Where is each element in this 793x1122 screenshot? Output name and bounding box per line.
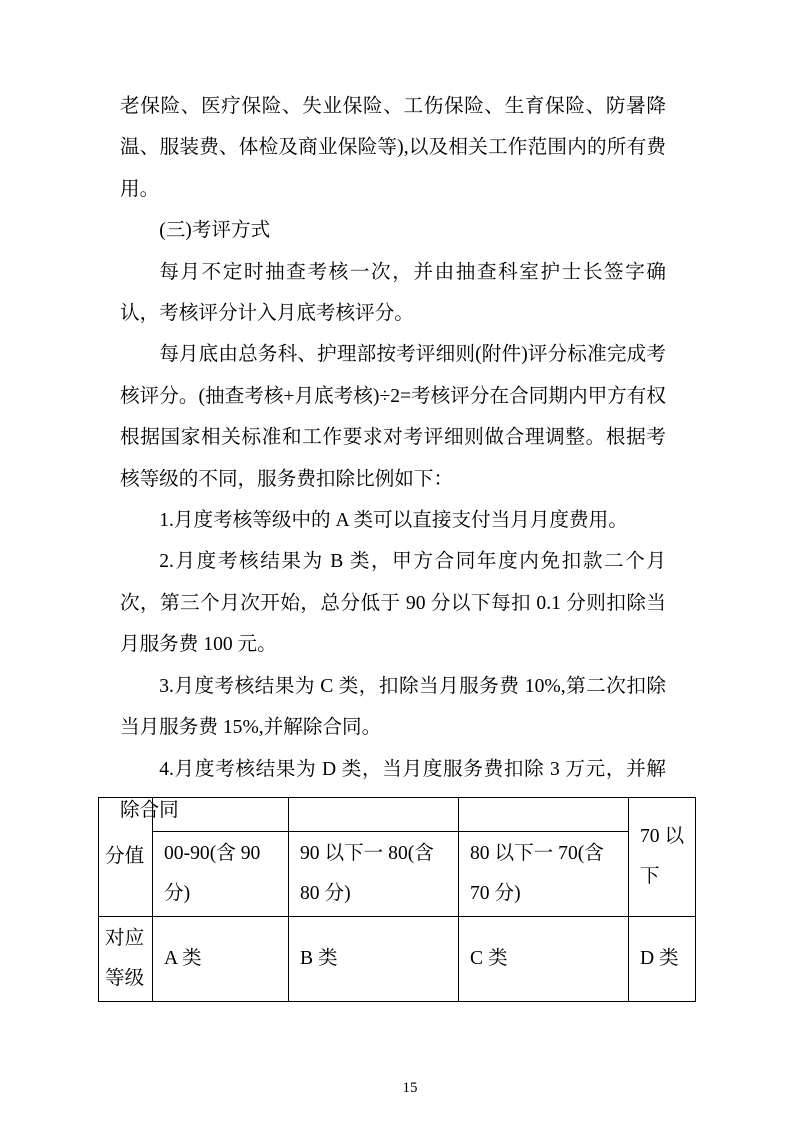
table-cell-grade-a: A 类: [153, 917, 289, 1002]
table-cell-grade-label: 对应等级: [99, 917, 153, 1002]
table-row-score-ranges: [99, 832, 696, 917]
table-cell-grade-b: B 类: [289, 917, 459, 1002]
document-body: [120, 86, 666, 831]
table-cell-range-below-70: 70 以下: [629, 798, 696, 917]
table-cell-grade-c: C 类: [459, 917, 629, 1002]
table-row-grades: [99, 917, 696, 1002]
table-cell-empty: [153, 798, 289, 832]
paragraph-monthly-scoring: 每月底由总务科、护理部按考评细则(附件)评分标准完成考核评分。(抽查考核+月底考核)÷2=考核评分在合同期内甲方有权根据国家相关标准和工作要求对考评细则做合理调整。根据考核等级的不同，服务费扣除比例如下：: [120, 344, 666, 490]
table-cell-empty: [289, 798, 459, 832]
paragraph-grade-d-rule: 4.月度考核结果为 D 类，当月度服务费扣除 3 万元，并解除合同: [120, 758, 666, 821]
table-cell-grade-d: D 类: [629, 917, 696, 1002]
table-cell-empty: [459, 798, 629, 832]
heading-assessment-method: (三)考评方式: [159, 220, 271, 242]
table-cell-range-80-70: 80 以下一 70(含 70 分): [459, 832, 629, 917]
table-cell-score-label: 分值: [99, 798, 153, 917]
table-row-spacer: [99, 798, 696, 832]
paragraph-spot-check: 每月不定时抽查考核一次，并由抽查科室护士长签字确认，考核评分计入月底考核评分。: [120, 261, 666, 325]
paragraph-grade-a-rule: 1.月度考核等级中的 A 类可以直接支付当月月度费用。: [159, 510, 628, 532]
paragraph-grade-b-rule: 2.月度考核结果为 B 类，甲方合同年度内免扣款二个月次，第三个月次开始，总分低于 90 分以下每扣 0.1 分则扣除当月服务费 100 元。: [120, 551, 666, 656]
page-number: 15: [402, 1080, 418, 1096]
paragraph-grade-c-rule: 3.月度考核结果为 C 类，扣除当月服务费 10%,第二次扣除当月服务费 15%,并解除合同。: [120, 675, 666, 739]
grade-table: [98, 797, 696, 1002]
table-cell-range-90-plus: 00-90(含 90 分): [153, 832, 289, 917]
table-cell-range-90-80: 90 以下一 80(含 80 分): [289, 832, 459, 917]
paragraph-insurance-costs: 老保险、医疗保险、失业保险、工伤保险、生育保险、防暑降温、服装费、体检及商业保险等),以及相关工作范围内的所有费用。: [120, 96, 666, 200]
